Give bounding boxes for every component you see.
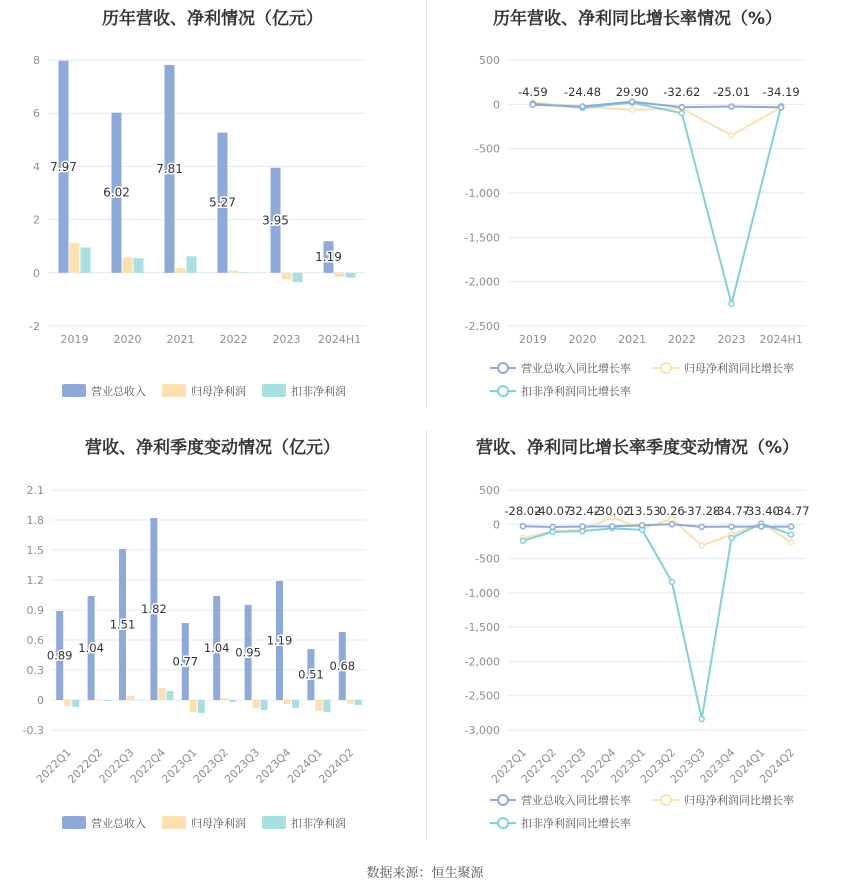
bar-deducted-profit bbox=[81, 248, 91, 273]
y-tick-label: -2,000 bbox=[464, 655, 500, 669]
x-tick-label: 2021 bbox=[166, 333, 195, 346]
data-label: -37.28 bbox=[683, 504, 721, 518]
bar-parent-profit bbox=[176, 268, 186, 273]
y-tick-label: 1.2 bbox=[26, 574, 44, 587]
legend-marker bbox=[498, 795, 508, 805]
x-tick-label: 2023Q1 bbox=[159, 745, 200, 786]
legend-swatch bbox=[162, 384, 186, 397]
legend-label: 归母净利润 bbox=[191, 817, 246, 830]
annual-growth-chart bbox=[425, 0, 850, 410]
legend-label: 营业总收入同比增长率 bbox=[521, 362, 631, 375]
data-label: -4.59 bbox=[517, 85, 548, 99]
legend-label: 归母净利润同比增长率 bbox=[684, 794, 794, 807]
bar-deducted-profit bbox=[166, 691, 173, 700]
bar-parent-profit bbox=[190, 700, 197, 712]
bar-parent-profit bbox=[64, 700, 71, 706]
bar-parent-profit bbox=[70, 243, 80, 273]
legend-label: 归母净利润 bbox=[191, 385, 246, 398]
data-point bbox=[699, 543, 704, 548]
bar-deducted-profit bbox=[104, 700, 111, 701]
annual-revenue-profit-chart bbox=[0, 0, 425, 410]
x-tick-label: 2022Q4 bbox=[127, 745, 169, 786]
y-tick-label: -2,500 bbox=[464, 320, 500, 333]
data-point bbox=[550, 525, 555, 530]
y-tick-label: 2.1 bbox=[26, 484, 44, 497]
data-point bbox=[729, 133, 734, 138]
y-tick-label: 0 bbox=[493, 518, 500, 532]
data-point bbox=[630, 107, 635, 112]
x-tick-label: 2021 bbox=[618, 333, 647, 346]
data-point bbox=[789, 532, 794, 537]
legend-label: 扣非净利润同比增长率 bbox=[521, 817, 631, 830]
y-tick-label: -2,000 bbox=[464, 275, 500, 289]
y-tick-label: -1,500 bbox=[464, 231, 500, 245]
legend-marker bbox=[661, 795, 671, 805]
x-tick-label: 2024Q1 bbox=[727, 745, 768, 786]
x-tick-label: 2022 bbox=[667, 333, 696, 346]
x-tick-label: 2022Q2 bbox=[65, 745, 106, 786]
x-tick-label: 2024H1 bbox=[759, 333, 803, 346]
y-tick-label: -3,000 bbox=[464, 724, 500, 737]
data-point bbox=[679, 105, 684, 110]
x-tick-label: 2023 bbox=[272, 333, 301, 346]
bar-parent-profit bbox=[347, 700, 354, 704]
chart-title: 营收、净利季度变动情况（亿元） bbox=[85, 438, 340, 458]
bar-deducted-profit bbox=[323, 700, 330, 712]
bar-parent-profit bbox=[127, 696, 134, 700]
x-tick-label: 2020 bbox=[113, 333, 142, 346]
x-tick-label: 2024H1 bbox=[317, 333, 362, 346]
bar-deducted-profit bbox=[240, 272, 250, 273]
bar-deducted-profit bbox=[134, 258, 144, 273]
bar-parent-profit bbox=[96, 700, 103, 701]
data-point bbox=[729, 301, 734, 306]
bar-parent-profit bbox=[284, 700, 291, 704]
y-tick-label: 0.6 bbox=[26, 634, 44, 647]
legend-label: 扣非净利润 bbox=[291, 817, 346, 830]
x-tick-label: 2022Q1 bbox=[33, 745, 74, 786]
bar-deducted-profit bbox=[292, 700, 299, 708]
quarterly-line-chart bbox=[425, 425, 850, 850]
y-tick-label: -500 bbox=[475, 142, 500, 156]
legend-label: 营业总收入同比增长率 bbox=[521, 794, 631, 807]
legend-label: 营业总收入 bbox=[91, 817, 146, 830]
y-tick-label: 1.8 bbox=[26, 514, 44, 527]
legend-marker bbox=[661, 363, 671, 373]
legend-marker bbox=[498, 818, 508, 828]
data-label: 1.19 bbox=[315, 249, 342, 264]
x-tick-label: 2022Q3 bbox=[548, 745, 589, 786]
data-label: -25.01 bbox=[712, 85, 751, 99]
y-tick-label: -500 bbox=[475, 552, 500, 566]
bar-parent-profit bbox=[282, 273, 292, 280]
data-label: -32.62 bbox=[663, 85, 701, 99]
data-point bbox=[699, 524, 704, 529]
data-label: -32.42 bbox=[563, 504, 602, 518]
x-tick-label: 2023Q1 bbox=[608, 745, 649, 786]
x-tick-label: 2024Q2 bbox=[316, 745, 357, 786]
data-label: -24.48 bbox=[563, 85, 602, 99]
y-tick-label: 0.3 bbox=[26, 664, 44, 677]
y-tick-label: -1,000 bbox=[464, 586, 500, 600]
data-label: 1.51 bbox=[109, 617, 136, 632]
bar-deducted-profit bbox=[293, 273, 303, 282]
x-tick-label: 2024Q2 bbox=[757, 745, 798, 786]
chart-title: 历年营收、净利情况（亿元） bbox=[102, 9, 323, 29]
legend-label: 营业总收入 bbox=[91, 385, 146, 398]
chart-title: 营收、净利同比增长率季度变动情况（%） bbox=[475, 438, 800, 458]
x-tick-label: 2023Q3 bbox=[222, 745, 263, 786]
bar-parent-profit bbox=[123, 257, 133, 272]
data-point bbox=[779, 105, 784, 110]
legend-label: 归母净利润同比增长率 bbox=[684, 362, 794, 375]
quarterly-revenue-profit-chart bbox=[0, 425, 425, 850]
x-tick-label: 2023Q4 bbox=[253, 745, 294, 786]
data-point bbox=[530, 102, 535, 107]
data-label: -40.07 bbox=[534, 504, 572, 518]
data-label: 0.51 bbox=[298, 667, 324, 682]
data-label: 0.26 bbox=[659, 504, 685, 518]
data-point bbox=[759, 524, 764, 529]
data-point bbox=[789, 524, 794, 529]
x-tick-label: 2024Q1 bbox=[284, 745, 326, 786]
y-tick-label: 8 bbox=[33, 54, 40, 67]
data-point bbox=[699, 717, 704, 722]
x-tick-label: 2019 bbox=[60, 333, 89, 346]
y-tick-label: -1,500 bbox=[464, 621, 500, 635]
legend-swatch bbox=[62, 816, 86, 829]
x-tick-label: 2019 bbox=[518, 333, 547, 346]
y-tick-label: 1.5 bbox=[26, 544, 44, 557]
data-label: -30.02 bbox=[593, 504, 631, 518]
legend-swatch bbox=[62, 384, 86, 397]
bar-parent-profit bbox=[253, 700, 260, 708]
legend-swatch bbox=[162, 816, 186, 829]
x-tick-label: 2020 bbox=[568, 333, 597, 346]
bar-deducted-profit bbox=[198, 700, 205, 713]
y-tick-label: -1,000 bbox=[464, 187, 500, 200]
bar-deducted-profit bbox=[135, 700, 142, 701]
data-label: 7.97 bbox=[50, 159, 77, 174]
y-tick-label: -2 bbox=[29, 320, 40, 333]
bar-parent-profit bbox=[221, 698, 228, 700]
x-tick-label: 2022 bbox=[219, 333, 248, 346]
chart-title: 历年营收、净利同比增长率情况（%） bbox=[492, 9, 783, 29]
x-tick-label: 2023Q2 bbox=[190, 745, 231, 786]
data-label: -34.19 bbox=[762, 85, 800, 99]
data-point bbox=[729, 524, 734, 529]
series-line bbox=[533, 103, 781, 304]
data-point bbox=[520, 538, 525, 543]
bar-parent-profit bbox=[335, 273, 345, 277]
legend-marker bbox=[498, 386, 508, 396]
y-tick-label: 2 bbox=[33, 213, 40, 227]
data-point bbox=[520, 524, 525, 529]
y-tick-label: 500 bbox=[479, 54, 500, 67]
y-tick-label: 4 bbox=[33, 160, 40, 174]
legend-marker bbox=[498, 363, 508, 373]
quarterly-growth-chart bbox=[425, 425, 850, 850]
data-label: 5.27 bbox=[209, 195, 236, 210]
x-tick-label: 2023Q3 bbox=[667, 745, 708, 786]
y-tick-label: -2,500 bbox=[464, 689, 500, 703]
quarterly-bar-chart bbox=[0, 425, 425, 850]
x-tick-label: 2022Q3 bbox=[96, 745, 137, 786]
y-tick-label: 0 bbox=[33, 266, 40, 280]
x-tick-label: 2022Q1 bbox=[488, 745, 530, 786]
data-label: 6.02 bbox=[103, 185, 130, 200]
legend-label: 扣非净利润同比增长率 bbox=[521, 385, 631, 398]
data-label: 0.95 bbox=[235, 645, 261, 660]
data-point bbox=[640, 523, 645, 528]
bar-deducted-profit bbox=[355, 700, 362, 705]
data-label: 1.04 bbox=[203, 641, 230, 655]
data-point bbox=[669, 579, 674, 584]
data-source: 数据来源：恒生聚源 bbox=[366, 866, 484, 881]
data-point bbox=[580, 524, 585, 529]
annual-bar-chart bbox=[0, 0, 425, 410]
y-tick-label: 0 bbox=[37, 694, 44, 707]
data-point bbox=[669, 522, 674, 527]
legend-swatch bbox=[262, 384, 286, 397]
bar-parent-profit bbox=[158, 688, 165, 700]
x-tick-label: 2023 bbox=[717, 333, 746, 346]
bar-deducted-profit bbox=[261, 700, 268, 710]
data-label: -33.40 bbox=[742, 504, 780, 518]
x-tick-label: 2023Q4 bbox=[697, 745, 738, 786]
data-label: -34.77 bbox=[712, 504, 751, 518]
data-label: 7.81 bbox=[156, 161, 183, 176]
data-label: -28.02 bbox=[504, 504, 542, 518]
bar-deducted-profit bbox=[229, 700, 236, 702]
data-label: 0.89 bbox=[46, 648, 73, 663]
bar-deducted-profit bbox=[187, 256, 197, 272]
bar-deducted-profit bbox=[346, 273, 356, 278]
series-line bbox=[523, 524, 791, 719]
data-label: 1.19 bbox=[266, 633, 293, 648]
data-point bbox=[580, 104, 585, 109]
data-label: 0.68 bbox=[329, 659, 356, 673]
bar-parent-profit bbox=[315, 700, 322, 711]
data-point bbox=[610, 524, 615, 529]
data-point bbox=[729, 104, 734, 109]
x-tick-label: 2023Q2 bbox=[637, 745, 679, 786]
bar-parent-profit bbox=[229, 271, 239, 273]
data-label: 1.82 bbox=[141, 602, 167, 616]
data-label: 29.90 bbox=[615, 85, 649, 99]
data-point bbox=[729, 536, 734, 541]
data-point bbox=[679, 111, 684, 116]
legend-label: 扣非净利润 bbox=[291, 385, 346, 398]
x-tick-label: 2022Q2 bbox=[518, 745, 559, 786]
y-tick-label: 6 bbox=[33, 107, 40, 121]
data-label: -34.77 bbox=[772, 504, 810, 518]
y-tick-label: 500 bbox=[479, 484, 500, 497]
data-label: 1.04 bbox=[78, 641, 104, 655]
annual-line-chart bbox=[425, 0, 850, 410]
data-label: 0.77 bbox=[172, 654, 199, 669]
legend-swatch bbox=[262, 816, 286, 829]
x-tick-label: 2022Q4 bbox=[578, 745, 619, 786]
data-label: -13.53 bbox=[623, 504, 661, 518]
data-point bbox=[789, 540, 794, 545]
y-tick-label: 0.9 bbox=[26, 604, 44, 617]
y-tick-label: 0 bbox=[493, 98, 500, 112]
data-label: 3.95 bbox=[262, 213, 289, 228]
y-tick-label: -0.3 bbox=[22, 724, 44, 737]
data-point bbox=[630, 99, 635, 104]
bar-deducted-profit bbox=[72, 700, 79, 707]
